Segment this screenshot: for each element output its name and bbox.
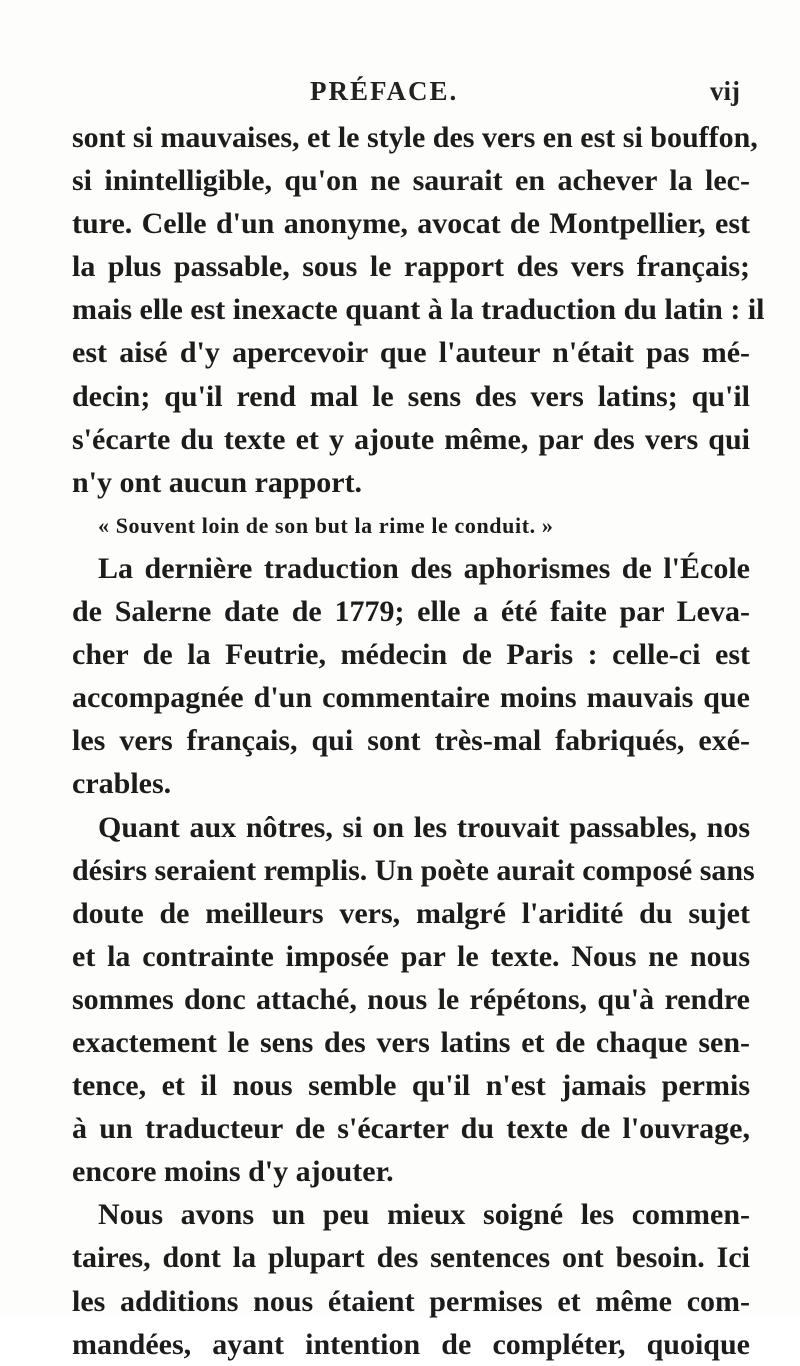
text-line: la plus passable, sous le rapport des vers français; <box>72 250 750 284</box>
text-line: à un traducteur de s'écarter du texte de l'ouvrage, <box>72 1112 750 1146</box>
text-line: sont si mauvaises, et le style des vers en est si bouffon, <box>72 121 758 154</box>
text-line: doute de meilleurs vers, malgré l'aridité du sujet <box>72 896 750 930</box>
text-line: les additions nous étaient permises et même com- <box>72 1284 750 1318</box>
text-line: de Salerne date de 1779; elle a été faite par Leva- <box>72 595 750 629</box>
text-line: tence, et il nous semble qu'il n'est jamais permis <box>72 1069 750 1103</box>
page-header <box>310 76 740 116</box>
text-line: et la contrainte imposée par le texte. Nous ne nous <box>72 939 750 973</box>
text-line: crables. <box>72 767 172 801</box>
text-line: n'y ont aucun rapport. <box>72 465 363 499</box>
text-line: La dernière traduction des aphorismes de l'École <box>98 551 750 585</box>
text-line: cher de la Feutrie, médecin de Paris : celle-ci est <box>72 638 750 672</box>
text-line: les vers français, qui sont très-mal fabriqués, exé- <box>72 724 750 758</box>
body-text <box>72 116 765 1366</box>
text-line: est aisé d'y apercevoir que l'auteur n'était pas mé- <box>72 336 750 370</box>
text-line: decin; qu'il rend mal le sens des vers latins; qu'il <box>72 379 750 413</box>
text-line: s'écarte du texte et y ajoute même, par des vers qui <box>72 422 750 456</box>
text-line: Quant aux nôtres, si on les trouvait passables, nos <box>98 810 750 844</box>
text-line: mandées, ayant intention de compléter, quoique <box>72 1327 750 1361</box>
text-line: accompagnée d'un commentaire moins mauvais que <box>72 681 750 715</box>
text-line: si inintelligible, qu'on ne saurait en achever la lec- <box>72 164 750 198</box>
running-head: PRÉFACE. <box>310 76 459 106</box>
text-line: Nous avons un peu mieux soigné les commen- <box>98 1198 750 1232</box>
text-line: mais elle est inexacte quant à la traduction du latin : il <box>72 293 765 327</box>
text-line: encore moins d'y ajouter. <box>72 1155 394 1189</box>
text-line: exactement le sens des vers latins et de chaque sen- <box>72 1025 750 1059</box>
text-line: sommes donc attaché, nous le répétons, qu'à rendre <box>72 982 750 1016</box>
text-line: ture. Celle d'un anonyme, avocat de Montpellier, est <box>72 207 750 241</box>
text-line: désirs seraient remplis. Un poète aurait composé sans <box>72 853 755 887</box>
page-number: vij <box>710 76 740 106</box>
quotation-line: « Souvent loin de son but la rime le conduit. » <box>98 512 554 538</box>
text-line: taires, dont la plupart des sentences ont besoin. Ici <box>72 1241 750 1275</box>
